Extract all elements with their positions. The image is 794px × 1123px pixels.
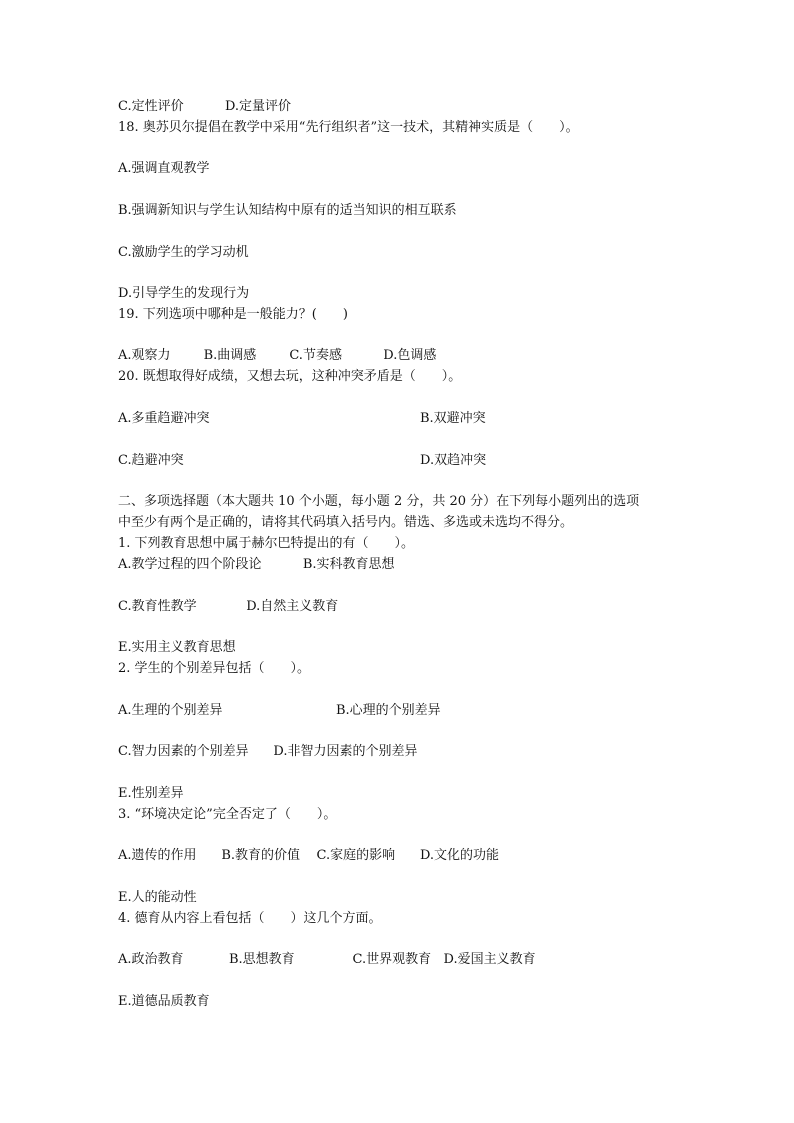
section-heading: 二、多项选择题（本大题共 10 个小题，每小题 2 分，共 20 分）在下列每小题列出的选项 bbox=[118, 494, 640, 509]
q18-stem: 18. 奥苏贝尔提倡在教学中采用“先行组织者”这一技术，其精神实质是（ ）。 bbox=[118, 120, 579, 135]
q17-options: C.定性评价 D.定量评价 bbox=[118, 99, 292, 114]
mq2-stem: 2. 学生的个别差异包括（ ）。 bbox=[118, 661, 311, 676]
mq2-option-a: A.生理的个别差异 bbox=[118, 703, 223, 718]
mq3-stem: 3. “环境决定论”完全否定了（ ）。 bbox=[118, 807, 337, 822]
q20-option-c: C.趋避冲突 bbox=[118, 453, 184, 468]
mq1-stem: 1. 下列教育思想中属于赫尔巴特提出的有（ ）。 bbox=[118, 536, 415, 551]
q20-option-b: B.双避冲突 bbox=[420, 411, 486, 426]
mq1-options-ab: A.教学过程的四个阶段论 B.实科教育思想 bbox=[118, 557, 395, 572]
mq3-options: A.遗传的作用 B.教育的价值 C.家庭的影响 D.文化的功能 bbox=[118, 848, 500, 863]
mq2-option-b: B.心理的个别差异 bbox=[336, 703, 441, 718]
q19-options: A.观察力 B.曲调感 C.节奏感 D.色调感 bbox=[118, 348, 437, 363]
q18-option-b: B.强调新知识与学生认知结构中原有的适当知识的相互联系 bbox=[118, 203, 457, 218]
q18-option-c: C.激励学生的学习动机 bbox=[118, 245, 249, 260]
mq3-option-e: E.人的能动性 bbox=[118, 890, 197, 905]
mq4-options: A.政治教育 B.思想教育 C.世界观教育 D.爱国主义教育 bbox=[118, 952, 536, 967]
mq2-option-e: E.性别差异 bbox=[118, 786, 184, 801]
q20-stem: 20. 既想取得好成绩，又想去玩，这种冲突矛盾是（ ）。 bbox=[118, 369, 462, 384]
mq1-option-e: E.实用主义教育思想 bbox=[118, 640, 236, 655]
mq4-option-e: E.道德品质教育 bbox=[118, 994, 210, 1009]
mq4-stem: 4. 德育从内容上看包括（ ）这几个方面。 bbox=[118, 911, 382, 926]
q20-option-a: A.多重趋避冲突 bbox=[118, 411, 210, 426]
mq2-options-cd: C.智力因素的个别差异 D.非智力因素的个别差异 bbox=[118, 744, 418, 759]
section-heading-cont: 中至少有两个是正确的，请将其代码填入括号内。错选、多选或未选均不得分。 bbox=[118, 515, 574, 530]
q18-option-a: A.强调直观教学 bbox=[118, 161, 210, 176]
q20-option-d: D.双趋冲突 bbox=[420, 453, 487, 468]
mq1-options-cd: C.教育性教学 D.自然主义教育 bbox=[118, 599, 339, 614]
q19-stem: 19. 下列选项中哪种是一般能力？( ) bbox=[118, 307, 348, 322]
q18-option-d: D.引导学生的发现行为 bbox=[118, 286, 250, 301]
